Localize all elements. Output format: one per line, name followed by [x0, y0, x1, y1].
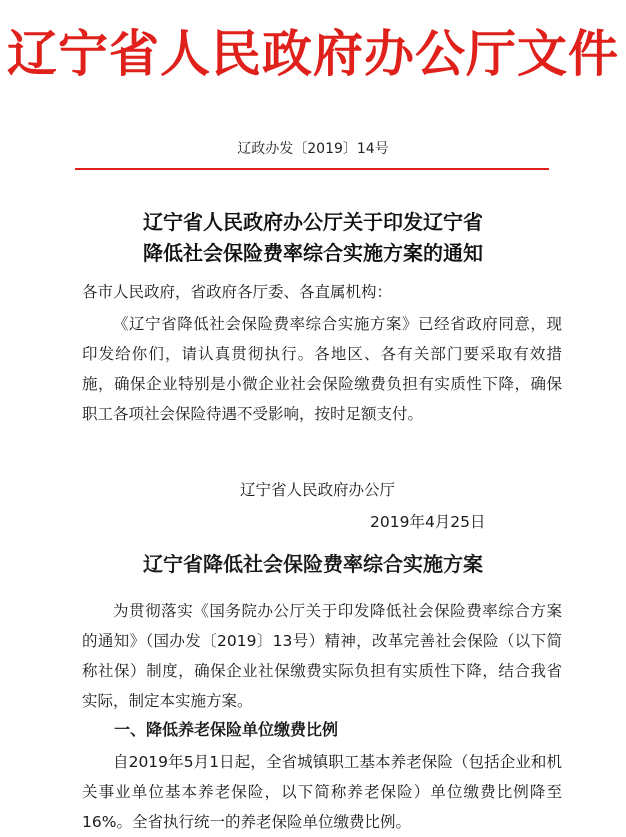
- document-masthead: 辽宁省人民政府办公厅文件: [7, 24, 619, 83]
- signature-date: 2019年4月25日: [370, 513, 486, 531]
- document-number: 辽政办发〔2019〕14号: [237, 141, 389, 157]
- section-body: 自2019年5月1日起，全省城镇职工基本养老保险（包括企业和机关事业单位基本养老保险，以下简称养老保险）单位缴费比例降至16%。全省执行统一的养老保险单位缴费比例。: [82, 753, 562, 831]
- notice-title-line2: 降低社会保险费率综合实施方案的通知: [143, 241, 483, 265]
- notice-title-line1: 辽宁省人民政府办公厅关于印发辽宁省: [143, 210, 483, 234]
- section-heading: 一、降低养老保险单位缴费比例: [114, 720, 339, 739]
- signer: 辽宁省人民政府办公厅: [240, 481, 396, 499]
- notice-body: 《辽宁省降低社会保险费率综合实施方案》已经省政府同意，现印发给你们，请认真贯彻执行。各地区、各有关部门要采取有效措施，确保企业特别是小微企业社会保险缴费负担有实质性下降，确保职工各项社会保险待遇不受影响，按时足额支付。: [82, 315, 562, 423]
- plan-intro: 为贯彻落实《国务院办公厅关于印发降低社会保险费率综合方案的通知》（国办发〔2019〕13号）精神，改革完善社会保险（以下简称社保）制度，确保企业社保缴费实际负担有实质性下降，结合我省实际，制定本实施方案。: [82, 602, 562, 710]
- plan-title: 辽宁省降低社会保险费率综合实施方案: [143, 552, 483, 576]
- red-divider-line: [75, 168, 549, 170]
- salutation: 各市人民政府，省政府各厅委、各直属机构：: [82, 283, 393, 301]
